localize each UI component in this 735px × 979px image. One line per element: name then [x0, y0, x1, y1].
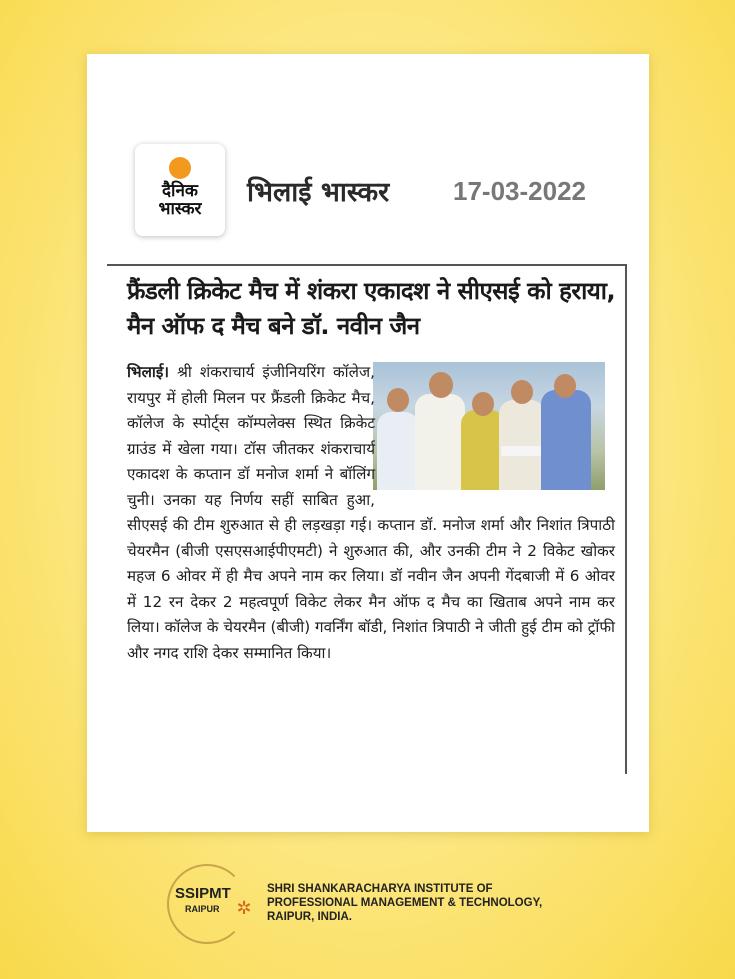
institute-line-3: RAIPUR, INDIA. [267, 911, 352, 923]
logo-line-1: दैनिक [162, 181, 198, 201]
sun-dot-icon [169, 157, 191, 179]
article-headline: फ्रैंडली क्रिकेट मैच में शंकरा एकादश ने सीएसई को हराया, मैन ऑफ द मैच बने डॉ. नवीन जैन [127, 277, 616, 340]
edition-title: भिलाई भास्कर [247, 177, 390, 208]
article-dateline: भिलाई। [127, 363, 170, 381]
dainik-bhaskar-logo [135, 144, 225, 236]
ssipmt-logo-sub: RAIPUR [185, 904, 220, 914]
article-clip [107, 264, 627, 774]
institute-footer [167, 864, 587, 944]
news-clipping-card [87, 54, 649, 832]
article-body [127, 360, 615, 666]
institute-line-2: PROFESSIONAL MANAGEMENT & TECHNOLOGY, [267, 897, 543, 909]
logo-line-2: भास्कर [158, 199, 202, 219]
ssipmt-logo-text: SSIPMT [175, 885, 231, 902]
article-text: श्री शंकराचार्य इंजीनियरिंग कॉलेज, रायपुर में होली मिलन पर फ्रैंडली क्रिकेट मैच, कॉलेज के स्पोर्ट्स कॉम्पलेक्स स्थित क्रिकेट ग्राउंड में खेला गया। टॉस जीतकर शंकराचार्य एकादश के कप्तान डॉ मनोज शर्मा ने बॉलिंग चुनी। उनका यह निर्णय सहीं साबित हुआ, सीएसई की टीम शुरुआत से ही लड़खड़ा गई। कप्तान डॉ. मनोज शर्मा और निशांत त्रिपाठी चेयरमैन (बीजी एसएसआईपीएमटी) ने शुरुआत की, और उनकी टीम ने 2 विकेट खोकर महज 6 ओवर में ही मैच अपने नाम कर लिया। डॉ नवीन जैन अपनी गेंदबाजी में 6 ओवर में 12 रन देकर 2 महत्वपूर्ण विकेट लेकर मैन ऑफ द मैच का खिताब अपने नाम कर लिया। कॉलेज के चेयरमैन (बीजी) गवर्निंग बॉडी, निशांत त्रिपाठी ने जीती हुई टीम को ट्रॉफी और नगद राशि देकर सम्मानित किया। [127, 363, 615, 662]
publication-date: 17-03-2022 [453, 176, 586, 206]
institute-line-1: SHRI SHANKARACHARYA INSTITUTE OF [267, 883, 493, 895]
institute-name [267, 882, 587, 924]
emblem-icon: ✲ [236, 898, 252, 919]
